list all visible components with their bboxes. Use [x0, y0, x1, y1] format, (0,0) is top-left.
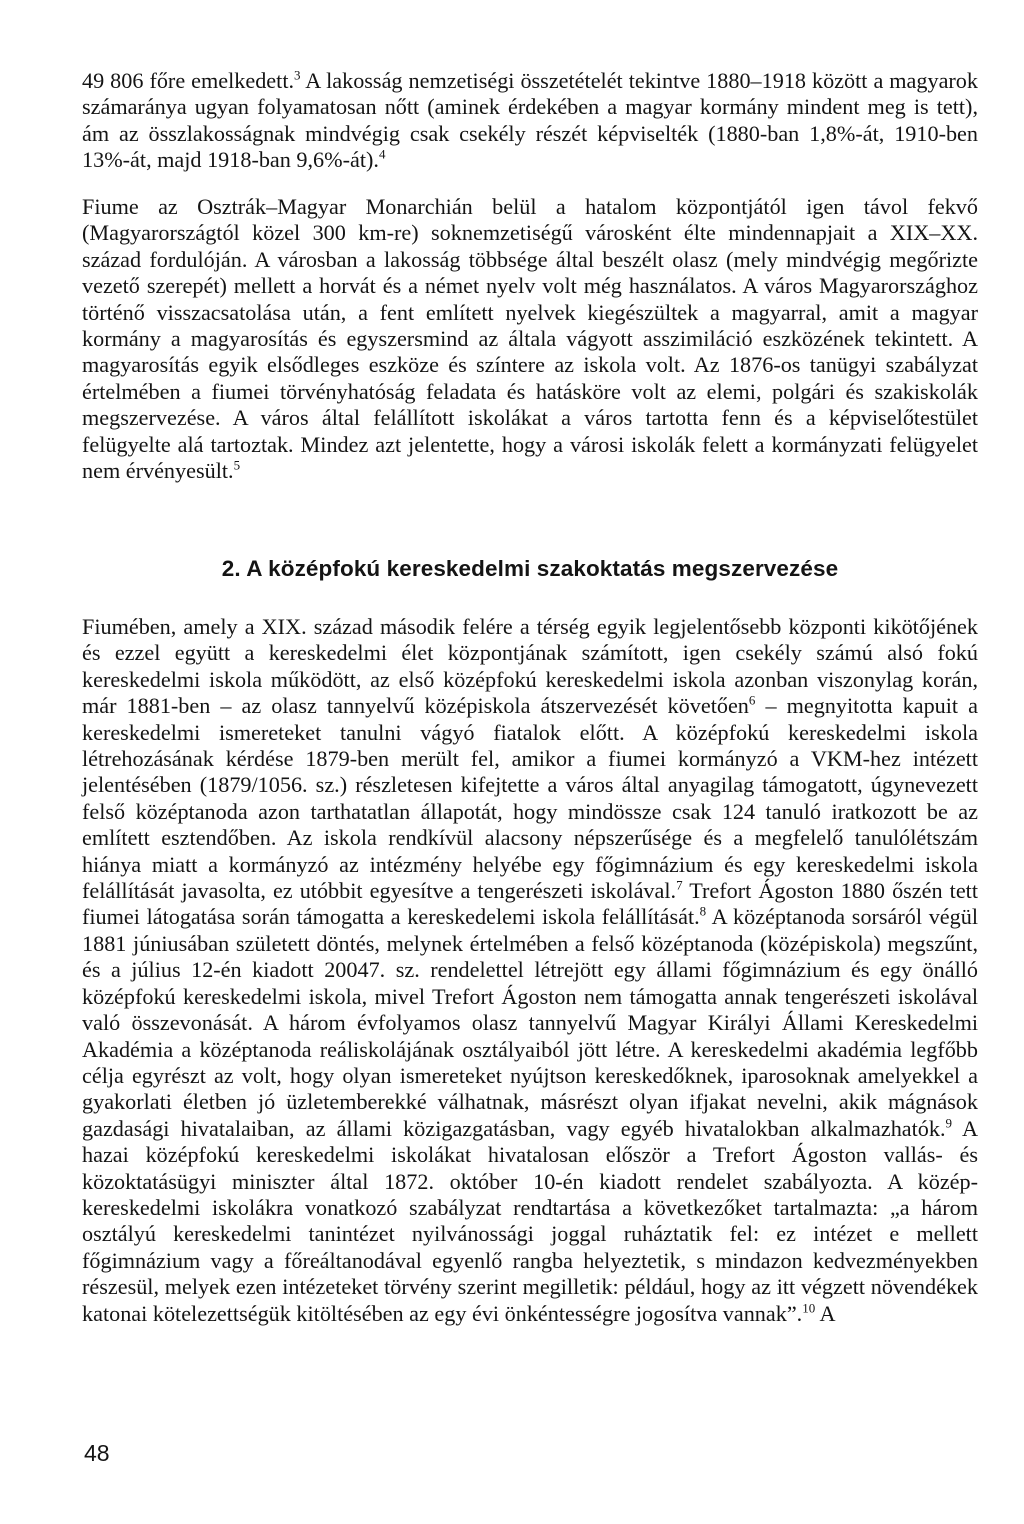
- paragraph-2: [82, 194, 978, 484]
- footnote-ref: 8: [699, 904, 707, 920]
- footnote-ref: 9: [945, 1115, 953, 1131]
- text-segment: Fiumében, amely a XIX. század második felére a térség egyik legjelentősebb központi kikötőjének és ezzel együtt a kereskedelmi élet központjának számított, igen csekély számú alsó fokú kereskedelmi iskola működött, az első középfokú kereskedelmi iskola azonban viszonylag korán, már 1881-ben – az olasz tannyelvű középiskola átszervezését követően: [82, 614, 978, 719]
- text-segment: Trefort Ágoston 1880 őszén tett fiumei látogatása során támogatta a kereskedelemi iskola felállítását.: [82, 878, 978, 930]
- text-segment: 49 806 főre emelkedett.: [82, 68, 295, 93]
- text-segment: A középtanoda sorsáról végül 1881 júniusában született döntés, melynek értelmében a felső középtanoda (középiskola) megszűnt, és a július 12-én kiadott 20047. sz. rendelettel létrejött egy állami főgimnázium és egy önálló középfokú kereskedelmi iskola, mivel Trefort Ágoston nem támogatta annak tengerészeti iskolával való összevonását. A három évfolyamos olasz tannyelvű Magyar Királyi Állami Kereskedelmi Akadémia a középtanoda reáliskolájának osztályaiból jött létre. A kereskedelmi akadémia legfőbb célja egyrészt az volt, hogy olyan ismereteket nyújtson kereskedőknek, iparosoknak amelyekkel a gyakorlati életben jó üzletemberekké válhatnak, másrészt olyan ifjakat nevelni, akik mágnások gazdasági hivatalaiban, az állami közigazgatásban, vagy egyéb hivatalokban alkalmazhatók.: [82, 904, 978, 1141]
- footnote-ref: 4: [378, 146, 386, 162]
- footnote-ref: 6: [748, 692, 756, 708]
- page-number: 48: [84, 1440, 110, 1466]
- footnote-ref: 5: [233, 457, 241, 473]
- text-segment: – megnyitotta kapuit a kereskedelmi ismereteket tanulni vágyó fiatalok előtt. A középfokú kereskedelmi iskola létrehozásának kérdése 1879-ben merült fel, amikor a fiumei kormányzó a VKM-hez intézett jelentésében (1879/1056. sz.) részletesen kifejtette a város által anyagilag támogatott, úgynevezett felső középtanoda azon tarthatatlan állapotát, hogy mindössze csak 124 tanuló iratkozott be az említett esztendőben. Az iskola rendkívül alacsony népszerűsége és a megfelelő tanulólétszám hiánya miatt a kormányzó az intézmény helyébe egy főgimnázium és egy kereskedelmi iskola felállítását javasolta, ez utóbbit egyesítve a tengerészeti iskolával.: [82, 693, 978, 904]
- paragraph-1: [82, 68, 978, 174]
- footnote-ref: 10: [802, 1300, 816, 1316]
- text-segment: A lakosság nemzetiségi összetételét tekintve 1880–1918 között a magyarok számaránya ugyan folyamatosan nőtt (aminek érdekében a magyar kormány mindent meg is tett), ám az összlakosságnak mindvégig csak csekély részét képviselték (1880-ban 1,8%-át, 1910-ben 13%-át, majd 1918-ban 9,6%-át).: [82, 68, 978, 173]
- text-segment: A hazai középfokú kereskedelmi iskolákat hivatalosan először a Trefort Ágoston vallás- és közoktatásügyi miniszter által 1872. október 10-én kiadott rendelet szabályozta. A közép-kereskedelmi iskolákra vonatkozó szabályzat rendtartása a következőket tartalmazta: „a három osztályú kereskedelmi tanintézet nyilvánossági joggal ruháztatik fel: ez intézet e mellett főgimnázium vagy a főreáltanodával egyenlő rangba helyeztetik, s mindazon kedvezményekben részesül, melyek ezen intézeteket törvény szerint megilletik: például, hogy az itt végzett növendékek katonai kötelezettségük kitöltésében az egy évi önkéntességre jogosítva vannak”.: [82, 1115, 978, 1326]
- text-segment: A: [815, 1300, 836, 1326]
- footnote-ref: 3: [294, 67, 301, 83]
- paragraph-3: [82, 614, 978, 1327]
- footnote-ref: 7: [676, 877, 683, 893]
- section-heading: 2. A középfokú kereskedelmi szakoktatás megszervezése: [221, 556, 839, 581]
- text-segment: Fiume az Osztrák–Magyar Monarchián belül a hatalom központjától igen távol fekvő (Magyarországtól közel 300 km-re) soknemzetiségű városként élte mindennapjait a XIX–XX. század fordulóján. A városban a lakosság többsége által beszélt olasz (mely mindvégig megőrizte vezető szerepét) mellett a horvát és a német nyelv volt még használatos. A város Magyarországhoz történő visszacsatolása után, a fent említett nyelvek kiegészültek a magyarral, amit a magyar kormány a magyarosítás és egyszersmind az általa vágyott asszimiláció eszközének tekintett. A magyarosítás egyik elsődleges eszköze és színtere az iskola volt. Az 1876-os tanügyi szabályzat értelmében a fiumei törvényhatóság feladata és hatásköre volt az elemi, polgári és szakiskolák megszervezése. A város által felállított iskolákat a város tartotta fenn és a képviselőtestület felügyelte alá tartoztak. Mindez azt jelentette, hogy a városi iskolák felett a kormányzati felügyelet nem érvényesült.: [82, 194, 978, 484]
